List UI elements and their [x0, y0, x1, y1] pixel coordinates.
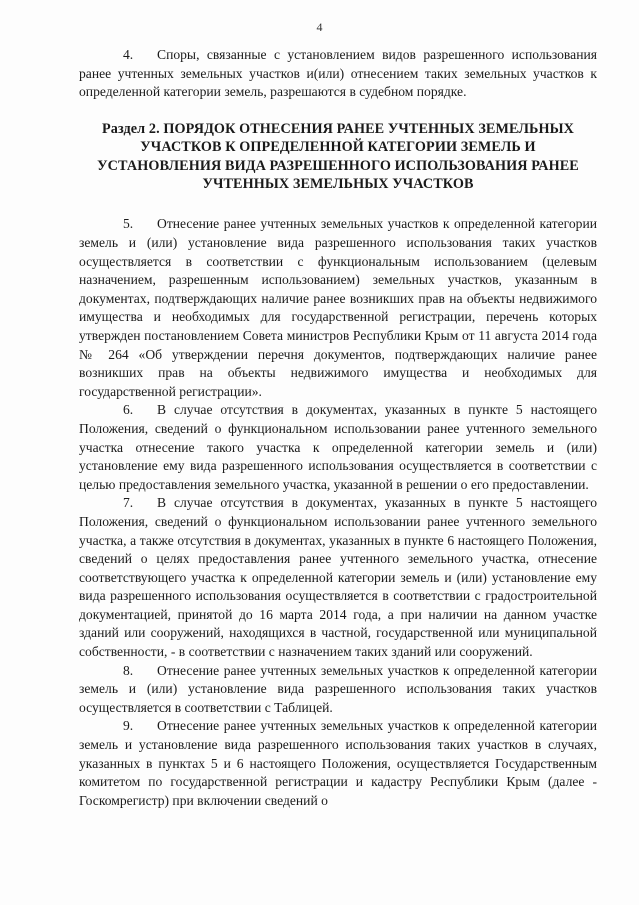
paragraph-number: 7. — [123, 495, 134, 511]
paragraph-9 — [79, 717, 597, 810]
paragraph-text: Отнесение ранее учтенных земельных участков к определенной категории земель и (или) установление вида разрешенного использования таких участков осуществляется в соответствии с функциональным использованием (целевым назначением, разрешенным использованием) земельных участков, указанным в документах, подтверждающих наличие ранее возникших прав на объекты недвижимого имущества и необходимых для государственной регистрации, перечень которых утвержден постановлением Совета министров Республики Крым от 11 августа 2014 года № 264 «Об утверждении перечня документов, подтверждающих наличие ранее возникших прав на объекты недвижимого имущества и необходимых для государственной регистрации». — [79, 216, 597, 399]
paragraph-6 — [79, 401, 597, 494]
paragraph-number: 6. — [123, 402, 134, 418]
paragraph-4 — [79, 46, 597, 102]
page-number: 4 — [316, 20, 323, 34]
document-body — [79, 46, 597, 810]
paragraph-text: Споры, связанные с установлением видов разрешенного использования ранее учтенных земельных участков и(или) отнесением таких земельных участков к определенной категории земель, разрешаются в судебном порядке. — [79, 47, 597, 100]
section-heading — [85, 120, 591, 194]
section-title: ПОРЯДОК ОТНЕСЕНИЯ РАНЕЕ УЧТЕННЫХ ЗЕМЕЛЬНЫХ УЧАСТКОВ К ОПРЕДЕЛЕННОЙ КАТЕГОРИИ ЗЕМЕЛЬ И УСТАНОВЛЕНИЯ ВИДА РАЗРЕШЕННОГО ИСПОЛЬЗОВАНИЯ РАНЕЕ УЧТЕННЫХ ЗЕМЕЛЬНЫХ УЧАСТКОВ — [97, 120, 579, 192]
paragraph-number: 9. — [123, 718, 134, 734]
paragraph-number: 5. — [123, 216, 134, 232]
paragraph-text: В случае отсутствия в документах, указанных в пункте 5 настоящего Положения, сведений о функциональном использовании ранее учтенного земельного участка отнесение такого участка к определенной категории земель и (или) установление ему вида разрешенного использования осуществляется в соответствии с целью предоставления земельного участка, указанной в решении о его предоставлении. — [79, 402, 597, 492]
paragraph-7 — [79, 494, 597, 661]
paragraph-5 — [79, 215, 597, 401]
paragraph-text: Отнесение ранее учтенных земельных участков к определенной категории земель и установление вида разрешенного использования таких участков в случаях, указанных в пунктах 5 и 6 настоящего Положения, осуществляется Государственным комитетом по государственной регистрации и кадастру Республики Крым (далее - Госкомрегистр) при включении сведений о — [79, 718, 597, 808]
paragraph-8 — [79, 662, 597, 718]
paragraph-number: 8. — [123, 662, 134, 678]
paragraph-text: В случае отсутствия в документах, указанных в пункте 5 настоящего Положения, сведений о функциональном использовании ранее учтенного земельного участка, а также отсутствия в документах, указанных в пункте 6 настоящего Положения, сведений о целях предоставления ранее учтенного земельного участка, отнесение соответствующего участка к определенной категории земель и (или) установление ему вида разрешенного использования осуществляется в соответствии с градостроительной документацией, принятой до 16 марта 2014 года, а при наличии на данном участке зданий или сооружений, находящихся в частной, государственной или муниципальной собственности, - в соответствии с назначением таких зданий или сооружений. — [79, 495, 597, 660]
paragraph-number: 4. — [123, 47, 134, 62]
paragraph-text: Отнесение ранее учтенных земельных участков к определенной категории земель и (или) установление вида разрешенного использования таких участков осуществляется в соответствии с Таблицей. — [79, 662, 597, 715]
section-label: Раздел 2. — [102, 120, 160, 137]
